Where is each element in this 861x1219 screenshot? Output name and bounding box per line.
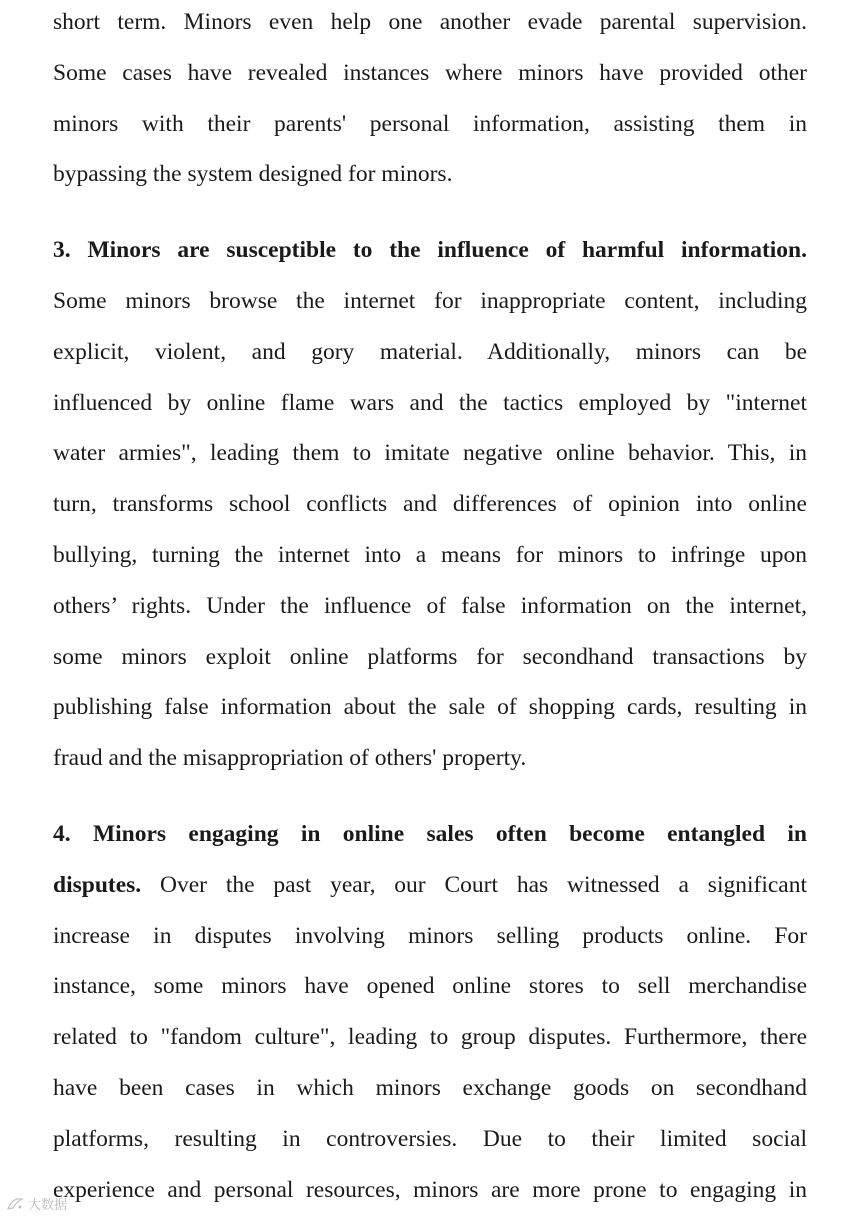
- text-span: Over the past year, our Court has witnessed a significant: [141, 871, 807, 898]
- text-line: Some minors browse the internet for inappropriate content, including: [53, 287, 807, 314]
- text-line: platforms, resulting in controversies. Due to their limited social: [53, 1125, 807, 1152]
- text-line: bullying, turning the internet into a means for minors to infringe upon: [53, 541, 807, 568]
- document-page: [53, 0, 807, 1215]
- text-line: minors with their parents' personal information, assisting them in: [53, 110, 807, 137]
- text-line: others’ rights. Under the influence of false information on the internet,: [53, 592, 807, 619]
- text-line: experience and personal resources, minors are more prone to engaging in: [53, 1176, 807, 1203]
- watermark-text: 大数据: [28, 1198, 68, 1213]
- text-line: publishing false information about the sale of shopping cards, resulting in: [53, 694, 807, 721]
- text-line: fraud and the misappropriation of others' property.: [53, 745, 527, 772]
- section-heading-3: 3. Minors are susceptible to the influence of harmful information.: [53, 237, 807, 264]
- text-line-mixed: [53, 860, 807, 911]
- paragraph-gap: [53, 784, 807, 809]
- section-heading-4-end: disputes.: [53, 871, 142, 898]
- text-line: some minors exploit online platforms for secondhand transactions by: [53, 643, 807, 670]
- text-line: bypassing the system designed for minors.: [53, 161, 453, 188]
- text-line: water armies", leading them to imitate negative online behavior. This, in: [53, 440, 807, 467]
- feather-logo-icon: [6, 1197, 24, 1211]
- section-heading-4: 4. Minors engaging in online sales often become entangled in: [53, 820, 807, 847]
- text-line: explicit, violent, and gory material. Additionally, minors can be: [53, 338, 807, 365]
- text-line: instance, some minors have opened online stores to sell merchandise: [53, 973, 807, 1000]
- text-line: influenced by online flame wars and the tactics employed by "internet: [53, 389, 807, 416]
- watermark: [6, 1194, 67, 1213]
- paragraph-gap: [53, 200, 807, 225]
- text-line: increase in disputes involving minors selling products online. For: [53, 922, 807, 949]
- text-line: have been cases in which minors exchange goods on secondhand: [53, 1074, 807, 1101]
- text-line: short term. Minors even help one another evade parental supervision.: [53, 9, 807, 35]
- text-line: Some cases have revealed instances where minors have provided other: [53, 59, 807, 86]
- text-line: related to "fandom culture", leading to group disputes. Furthermore, there: [53, 1024, 807, 1051]
- text-line: turn, transforms school conflicts and differences of opinion into online: [53, 491, 807, 518]
